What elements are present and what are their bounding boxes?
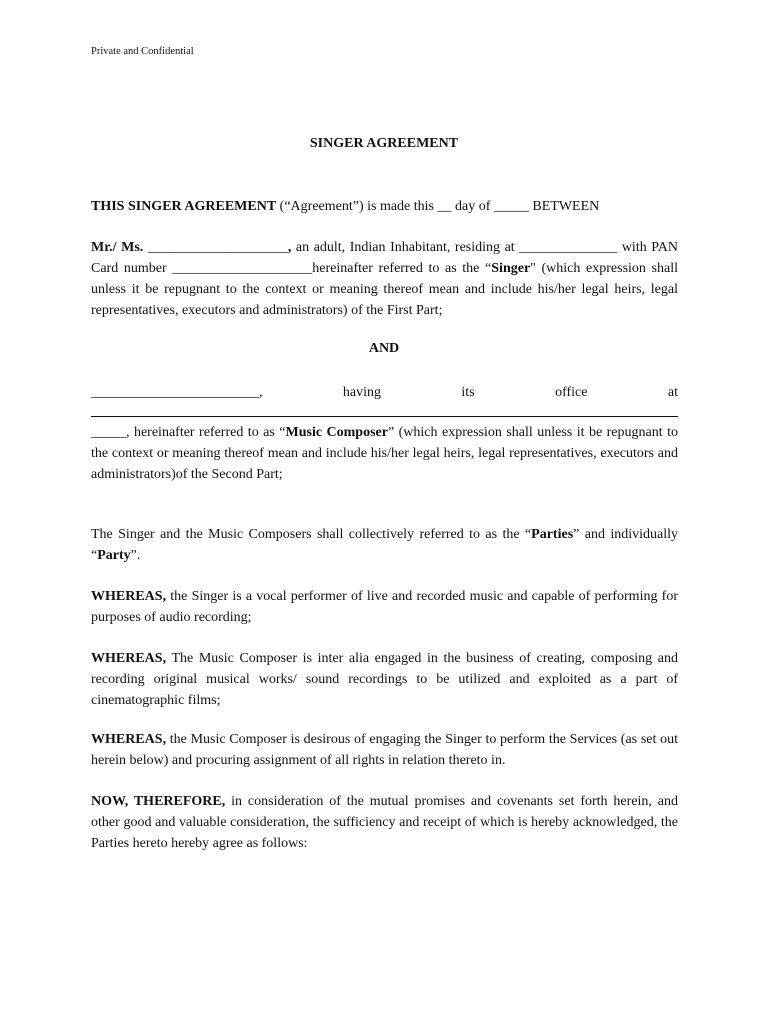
second-party-text-1: _____, hereinafter referred to as “ [91,425,286,440]
office-word-having: having [342,385,382,400]
whereas-2-text: The Music Composer is inter alia engaged in the business of creating, composing and recording original musical works/ sound recordings to be utilized and exploited as a part of cinematographic films; [91,651,678,708]
first-party-salutation: Mr./ Ms. [91,240,144,255]
whereas-1-text: the Singer is a vocal performer of live and recorded music and capable of performing for purposes of audio recording; [91,589,678,625]
office-word-its: its [461,385,475,400]
second-party-name-blank: ________________________, [91,385,263,400]
whereas-paragraph-3 [91,729,678,771]
whereas-1-bold: WHEREAS, [91,589,167,604]
now-therefore-paragraph [91,791,678,854]
intro-paragraph [91,196,678,217]
intro-text: (“Agreement”) is made this __ day of _____ BETWEEN [276,199,600,214]
whereas-2-bold: WHEREAS, [91,651,167,666]
first-party-comma: , [287,240,292,255]
second-party-paragraph [91,422,678,485]
first-party-paragraph [91,237,678,321]
first-party-name-blank: ____________________ [143,240,288,255]
intro-bold: THIS SINGER AGREEMENT [91,199,277,214]
first-party-text-1: an adult, Indian Inhabitant, residing at ______________ with PAN Card number ____________________hereinafter referred to as the “ [91,240,678,276]
now-therefore-text: in consideration of the mutual promises and covenants set forth herein, and other good and valuable consideration, the sufficiency and receipt of which is hereby acknowledged, the Parties hereto hereby agree as follows: [91,794,678,851]
office-address-line [91,416,678,417]
whereas-paragraph-2 [91,648,678,711]
parties-text-2: ” and individually “ [91,527,678,563]
office-word-at: at [667,385,678,400]
parties-text-3: ”. [130,548,141,563]
whereas-3-bold: WHEREAS, [91,732,167,747]
parties-text-1: The Singer and the Music Composers shall collectively referred to as the “ [91,527,532,542]
office-word-office: office [555,385,588,400]
second-party-text-2: ” (which expression shall unless it be repugnant to the context or meaning thereof mean and include his/her legal heirs, legal representatives, executors and administrators)of the Second Part; [91,425,678,482]
whereas-3-text: the Music Composer is desirous of engaging the Singer to perform the Services (as set out herein below) and procuring assignment of all rights in relation thereto in. [91,732,678,768]
singer-defined-term: Singer [491,261,531,276]
document-title: SINGER AGREEMENT [309,136,459,151]
first-party-text-2: " (which expression shall unless it be repugnant to the context or meaning thereof mean and include his/her legal heirs, legal representatives, executors and administrators) of the First Part; [91,261,678,318]
party-defined-term: Party [97,548,131,563]
music-composer-defined-term: Music Composer [285,425,388,440]
and-separator: AND [368,341,400,356]
whereas-paragraph-1 [91,586,678,628]
parties-paragraph [91,524,678,566]
parties-defined-term: Parties [531,527,574,542]
confidential-header: Private and Confidential [91,46,194,57]
second-party-office-row [91,382,678,403]
now-therefore-bold: NOW, THEREFORE, [91,794,226,809]
